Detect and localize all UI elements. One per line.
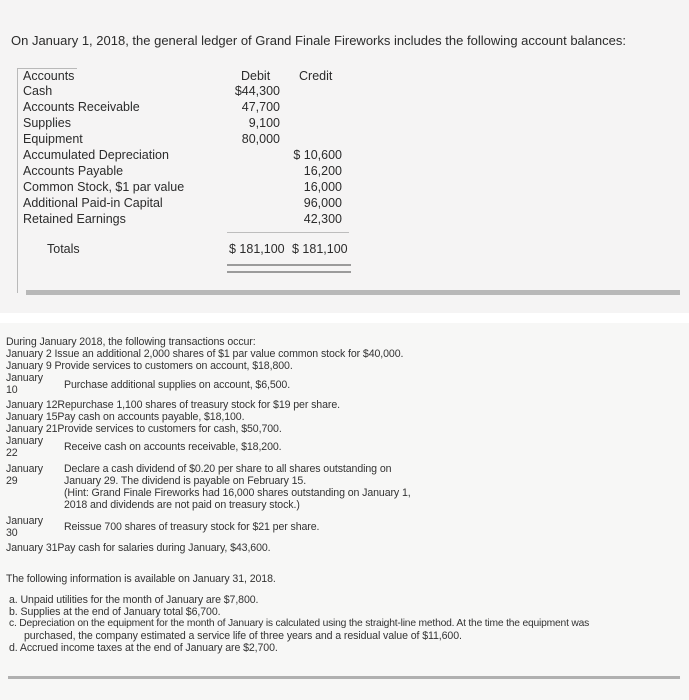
info-item-continued: purchased, the company estimated a service life of three years and a residual value of $11,600.	[24, 630, 462, 642]
row-debit: 80,000	[241, 132, 280, 146]
row-credit: 16,000	[303, 180, 342, 194]
transaction-date: January	[6, 463, 43, 475]
transaction-line: January 31Pay cash for salaries during January, $43,600.	[6, 542, 271, 554]
totals-label: Totals	[47, 242, 80, 256]
row-credit: 42,300	[303, 212, 342, 226]
transactions-heading: During January 2018, the following transactions occur:	[6, 336, 256, 348]
info-heading: The following information is available on January 31, 2018.	[6, 573, 276, 585]
transaction-date: January	[6, 435, 43, 447]
header-debit: Debit	[241, 69, 271, 83]
header-credit: Credit	[299, 69, 333, 83]
transaction-line: January 2 Issue an additional 2,000 shares of $1 par value common stock for $40,000.	[6, 348, 404, 360]
totals-credit: $ 181,100	[292, 242, 348, 256]
transaction-hint: 2018 and dividends are not paid on treasury stock.)	[64, 499, 300, 511]
transaction-hint: (Hint: Grand Finale Fireworks had 16,000 shares outstanding on January 1,	[64, 487, 411, 499]
transaction-line: January 21Provide services to customers for cash, $50,700.	[6, 423, 282, 435]
transaction-line: January 15Pay cash on accounts payable, $18,100.	[6, 411, 245, 423]
row-debit: 9,100	[248, 116, 280, 130]
transaction-date-day: 29	[6, 475, 18, 487]
intro-text: On January 1, 2018, the general ledger of Grand Finale Fireworks includes the following account balances:	[11, 33, 626, 48]
transaction-date-day: 30	[6, 527, 18, 539]
row-account: Equipment	[23, 132, 83, 146]
row-account: Accumulated Depreciation	[23, 148, 169, 162]
transaction-desc: Reissue 700 shares of treasury stock for $21 per share.	[64, 521, 320, 533]
transaction-line: January 9 Provide services to customers on account, $18,800.	[6, 360, 293, 372]
row-debit: 47,700	[241, 100, 280, 114]
transaction-date: January	[6, 515, 43, 527]
row-credit: 16,200	[303, 164, 342, 178]
transaction-desc: January 29. The dividend is payable on February 15.	[64, 475, 307, 487]
table-bottom-bar	[26, 290, 680, 295]
bottom-bar	[8, 676, 680, 679]
row-account: Common Stock, $1 par value	[23, 180, 185, 194]
row-account: Supplies	[23, 116, 71, 130]
totals-double-rule-2	[227, 271, 351, 273]
row-debit: $44,300	[234, 84, 280, 98]
row-account: Retained Earnings	[23, 212, 126, 226]
header-accounts: Accounts	[23, 69, 75, 83]
transaction-line: January 12Repurchase 1,100 shares of treasury stock for $19 per share.	[6, 399, 340, 411]
row-account: Accounts Receivable	[23, 100, 140, 114]
transaction-desc: Purchase additional supplies on account, $6,500.	[64, 379, 291, 391]
info-item: a. Unpaid utilities for the month of January are $7,800.	[9, 594, 259, 606]
transaction-desc: Receive cash on accounts receivable, $18,200.	[64, 441, 282, 453]
table-left-rule	[17, 68, 18, 293]
transaction-date-day: 22	[6, 447, 18, 459]
panel-divider	[0, 313, 689, 323]
trial-balance-table	[17, 68, 357, 293]
totals-top-rule	[227, 232, 349, 233]
totals-debit: $ 181,100	[229, 242, 285, 256]
transaction-date-day: 10	[6, 384, 18, 396]
account-balances-panel	[0, 0, 689, 313]
info-item: b. Supplies at the end of January total $6,700.	[9, 606, 221, 618]
row-account: Accounts Payable	[23, 164, 124, 178]
row-credit: $ 10,600	[293, 148, 342, 162]
transaction-date: January	[6, 372, 43, 384]
row-account: Cash	[23, 84, 53, 98]
info-item: c. Depreciation on the equipment for the month of January is calculated using the straight-line method. At the time the equipment was	[9, 618, 590, 629]
row-account: Additional Paid-in Capital	[23, 196, 163, 210]
info-item: d. Accrued income taxes at the end of January are $2,700.	[9, 642, 278, 654]
transaction-desc: Declare a cash dividend of $0.20 per share to all shares outstanding on	[64, 463, 392, 475]
totals-double-rule-1	[227, 264, 351, 266]
row-credit: 96,000	[303, 196, 342, 210]
